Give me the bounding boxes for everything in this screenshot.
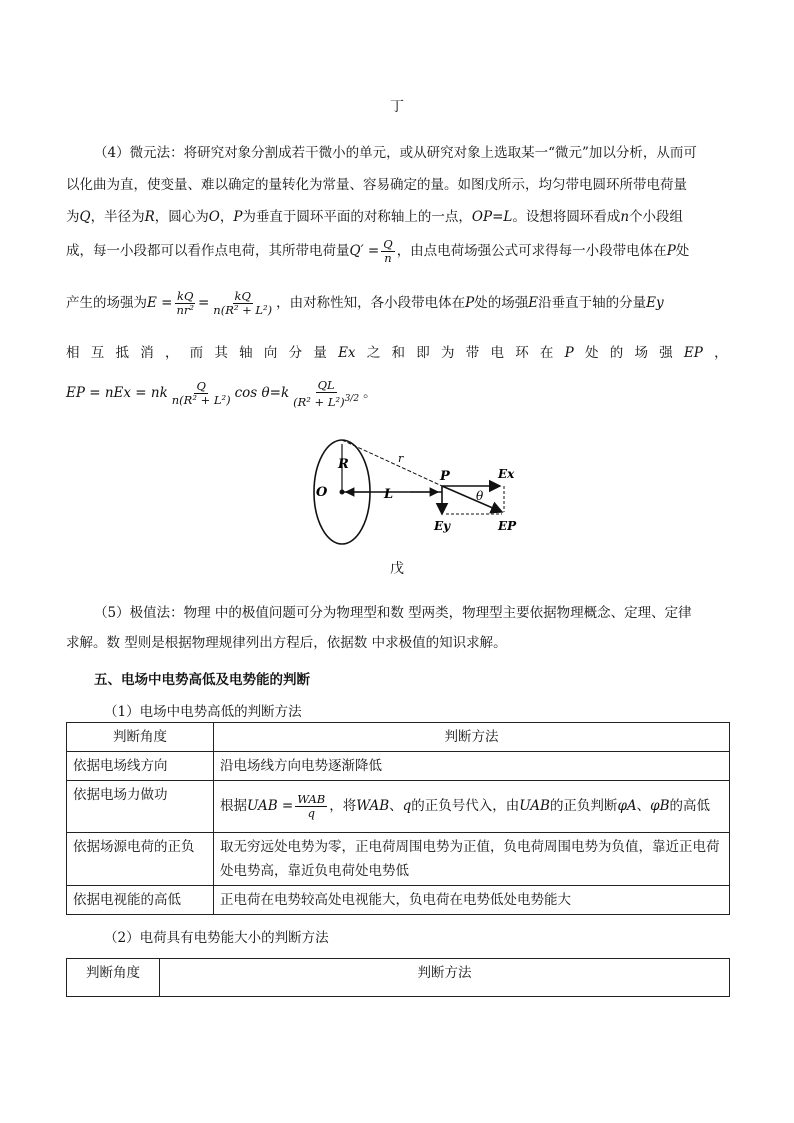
- fraction-kq-nr2: $\frac{kQ}{\text{nr²}}$: [176, 289, 194, 317]
- svg-text:Ex: Ex: [498, 467, 515, 481]
- svg-text:O: O: [316, 485, 328, 500]
- para4-line5: 产生的场强为E = $\frac{kQ}{\text{nr²}}$ = $\frac{kQ}{\text{n(R² + L²)}}$ ，由对称性知，各小段带电体在P处的场强E沿垂直于轴的分量Ey: [66, 289, 664, 317]
- svg-text:R: R: [338, 457, 349, 472]
- potential-energy-judgment-table: [66, 958, 730, 997]
- table-row: 依据电视能的高低 正电荷在电势较高处电视能大，负电荷在电势低处电势能大: [67, 886, 730, 915]
- svg-text:Ey: Ey: [434, 519, 451, 533]
- svg-text:P: P: [440, 469, 450, 484]
- table-header-row: [67, 723, 730, 752]
- figure-caption-ding: 丁: [390, 99, 404, 115]
- charged-ring-diagram: [300, 436, 530, 552]
- para4-line2: 以化曲为直，使变量、难以确定的量转化为常量、容易确定的量。如图戊所示，均匀带电圆环所带电荷量: [66, 177, 687, 193]
- svg-text:θ: θ: [476, 489, 484, 503]
- center-point: [340, 490, 345, 495]
- svg-text:r: r: [398, 452, 404, 465]
- table-row: 依据电场力做功 根据UAB = $\frac{\text{WAB}}{q}$ ，将WAB、q的正负号代入，由UAB的正负判断φA、φB的高低: [67, 781, 730, 833]
- para4-line6: 相 互 抵 消 ， 而 其 轴 向 分 量 Ex 之 和 即 为 带 电 环 在 P 处 的 场 强 EP ，: [66, 345, 728, 361]
- table-row: 依据场源电荷的正负 取无穷远处电势为零，正电荷周围电势为正值，负电荷周围电势为负值，靠近正电荷处电势高，靠近负电荷处电势低: [67, 833, 730, 886]
- fraction-QL-den32: $\frac{QL}{(R^2 + L^2)^{3/2}}$: [293, 377, 360, 409]
- para5-line1: （5）极值法：物理 中的极值问题可分为物理型和数 型两类，物理型主要依据物理概念、定理、定律: [94, 605, 692, 621]
- fraction-Q-nR2L2: $\frac{Q}{\text{n(R² + L²)}}$: [171, 379, 231, 407]
- header-method: 判断方法: [214, 723, 730, 752]
- figure-caption-wu: 戊: [390, 561, 404, 577]
- potential-judgment-table: [66, 722, 730, 915]
- svg-text:EP: EP: [498, 519, 517, 533]
- section-five-title: 五、电场中电势高低及电势能的判断: [94, 672, 310, 688]
- header-angle: 判断角度: [67, 723, 214, 752]
- para4-line1: （4）微元法：将研究对象分割成若干微小的单元，或从研究对象上选取某一“微元”加以分析，从而可: [94, 145, 697, 161]
- para5-line2: 求解。数 型则是根据物理规律列出方程后，依据数 中求极值的知识求解。: [66, 635, 507, 651]
- sub-title-1: （1）电场中电势高低的判断方法: [104, 704, 302, 720]
- fraction-kq-nR2L2: $\frac{kQ}{\text{n(R² + L²)}}$: [213, 289, 273, 317]
- table-header-row: 判断角度 判断方法: [67, 959, 730, 997]
- EP-arrow: [442, 486, 502, 512]
- fraction-q-over-n: $\frac{Q}{n}$: [383, 237, 393, 265]
- para4-line3: 为Q，半径为R，圆心为O，P为垂直于圆环平面的对称轴上的一点，OP=L。设想将圆环看成n个小段组: [66, 209, 684, 225]
- svg-text:L: L: [384, 487, 394, 502]
- table-row: 依据电场线方向 沿电场线方向电势逐渐降低: [67, 752, 730, 781]
- para4-line4: 成，每一小段都可以看作点电荷，其所带电荷量Q′ = $\frac{Q}{n}$ ，由点电荷场强公式可求得每一小段带电体在P处: [66, 237, 690, 265]
- sub-title-2: （2）电荷具有电势能大小的判断方法: [104, 930, 329, 946]
- para4-line7-formula: EP = nEx = nk $\frac{Q}{\text{n(R² + L²)}}$ cos θ=k $\frac{QL}{(R^2 + L^2)^{3/2}}$ 。: [66, 377, 377, 409]
